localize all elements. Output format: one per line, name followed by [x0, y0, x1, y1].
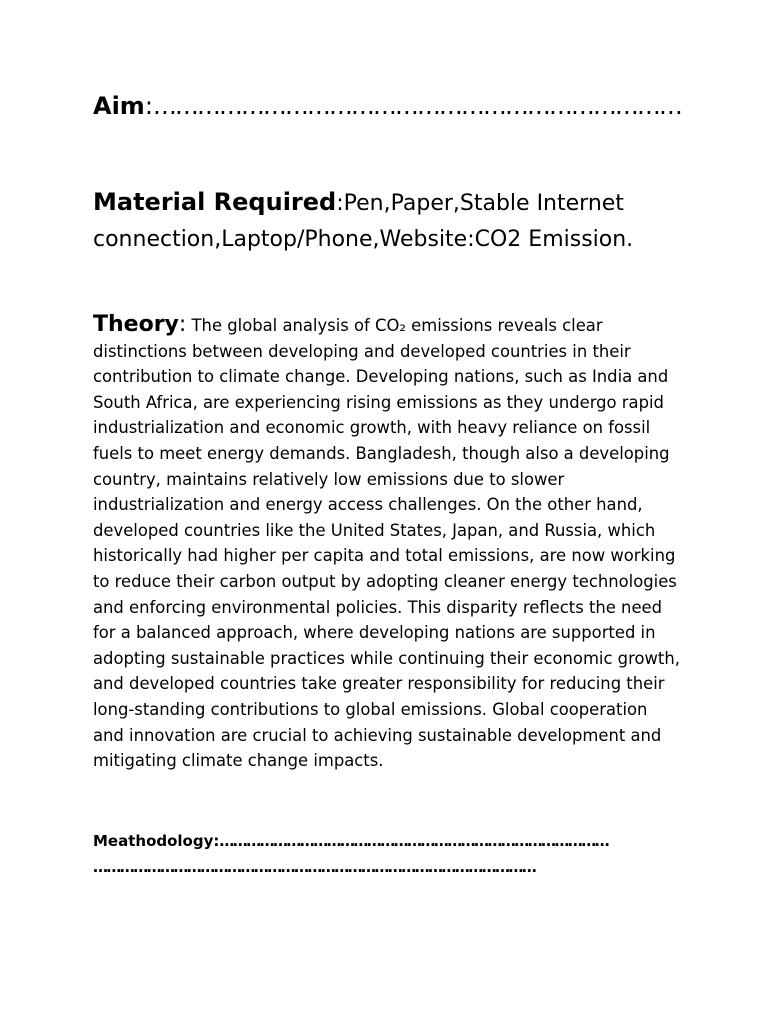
- methodology-section: [93, 828, 673, 880]
- aim-separator: :: [144, 92, 153, 120]
- theory-section: [93, 312, 683, 774]
- material-required-label: Material Required: [93, 188, 337, 216]
- theory-separator: :: [178, 312, 187, 337]
- aim-label: Aim: [93, 92, 145, 120]
- methodology-line-2: [93, 854, 673, 880]
- material-required-section: [93, 184, 693, 258]
- methodology-label: Meathodology:: [93, 832, 220, 850]
- aim-blank-line: ………………………………………………………………: [152, 92, 681, 120]
- material-required-text: Pen,Paper,Stable Internet connection,Laptop/Phone,Website:CO2 Emission.: [93, 191, 634, 252]
- aim-section: [93, 86, 693, 126]
- methodology-blank-line-1: ……………………………………………………………………………: [219, 832, 608, 850]
- material-required-separator: :: [336, 191, 344, 216]
- methodology-line-1: [93, 828, 673, 854]
- theory-paragraph: The global analysis of CO₂ emissions reveals clear distinctions between developing and developed countries in their contribution to climate change. Developing nations, such as India and South Africa, are experiencing rising emissions as they undergo rapid industrialization and economic growth, with heavy reliance on fossil fuels to meet energy demands. Bangladesh, though also a developing country, maintains relatively low emissions due to slower industrialization and energy access challenges. On the other hand, developed countries like the United States, Japan, and Russia, which historically had higher per capita and total emissions, are now working to reduce their carbon output by adopting cleaner energy technologies and enforcing environmental policies. This disparity reflects the need for a balanced approach, where developing nations are supported in adopting sustainable practices while continuing their economic growth, and developed countries take greater responsibility for reducing their long-standing contributions to global emissions. Global cooperation and innovation are crucial to achieving sustainable development and mitigating climate change impacts.: [93, 316, 680, 771]
- methodology-blank-line-2: ………………………………………………………………………………………: [93, 858, 536, 876]
- theory-label: Theory: [93, 312, 179, 337]
